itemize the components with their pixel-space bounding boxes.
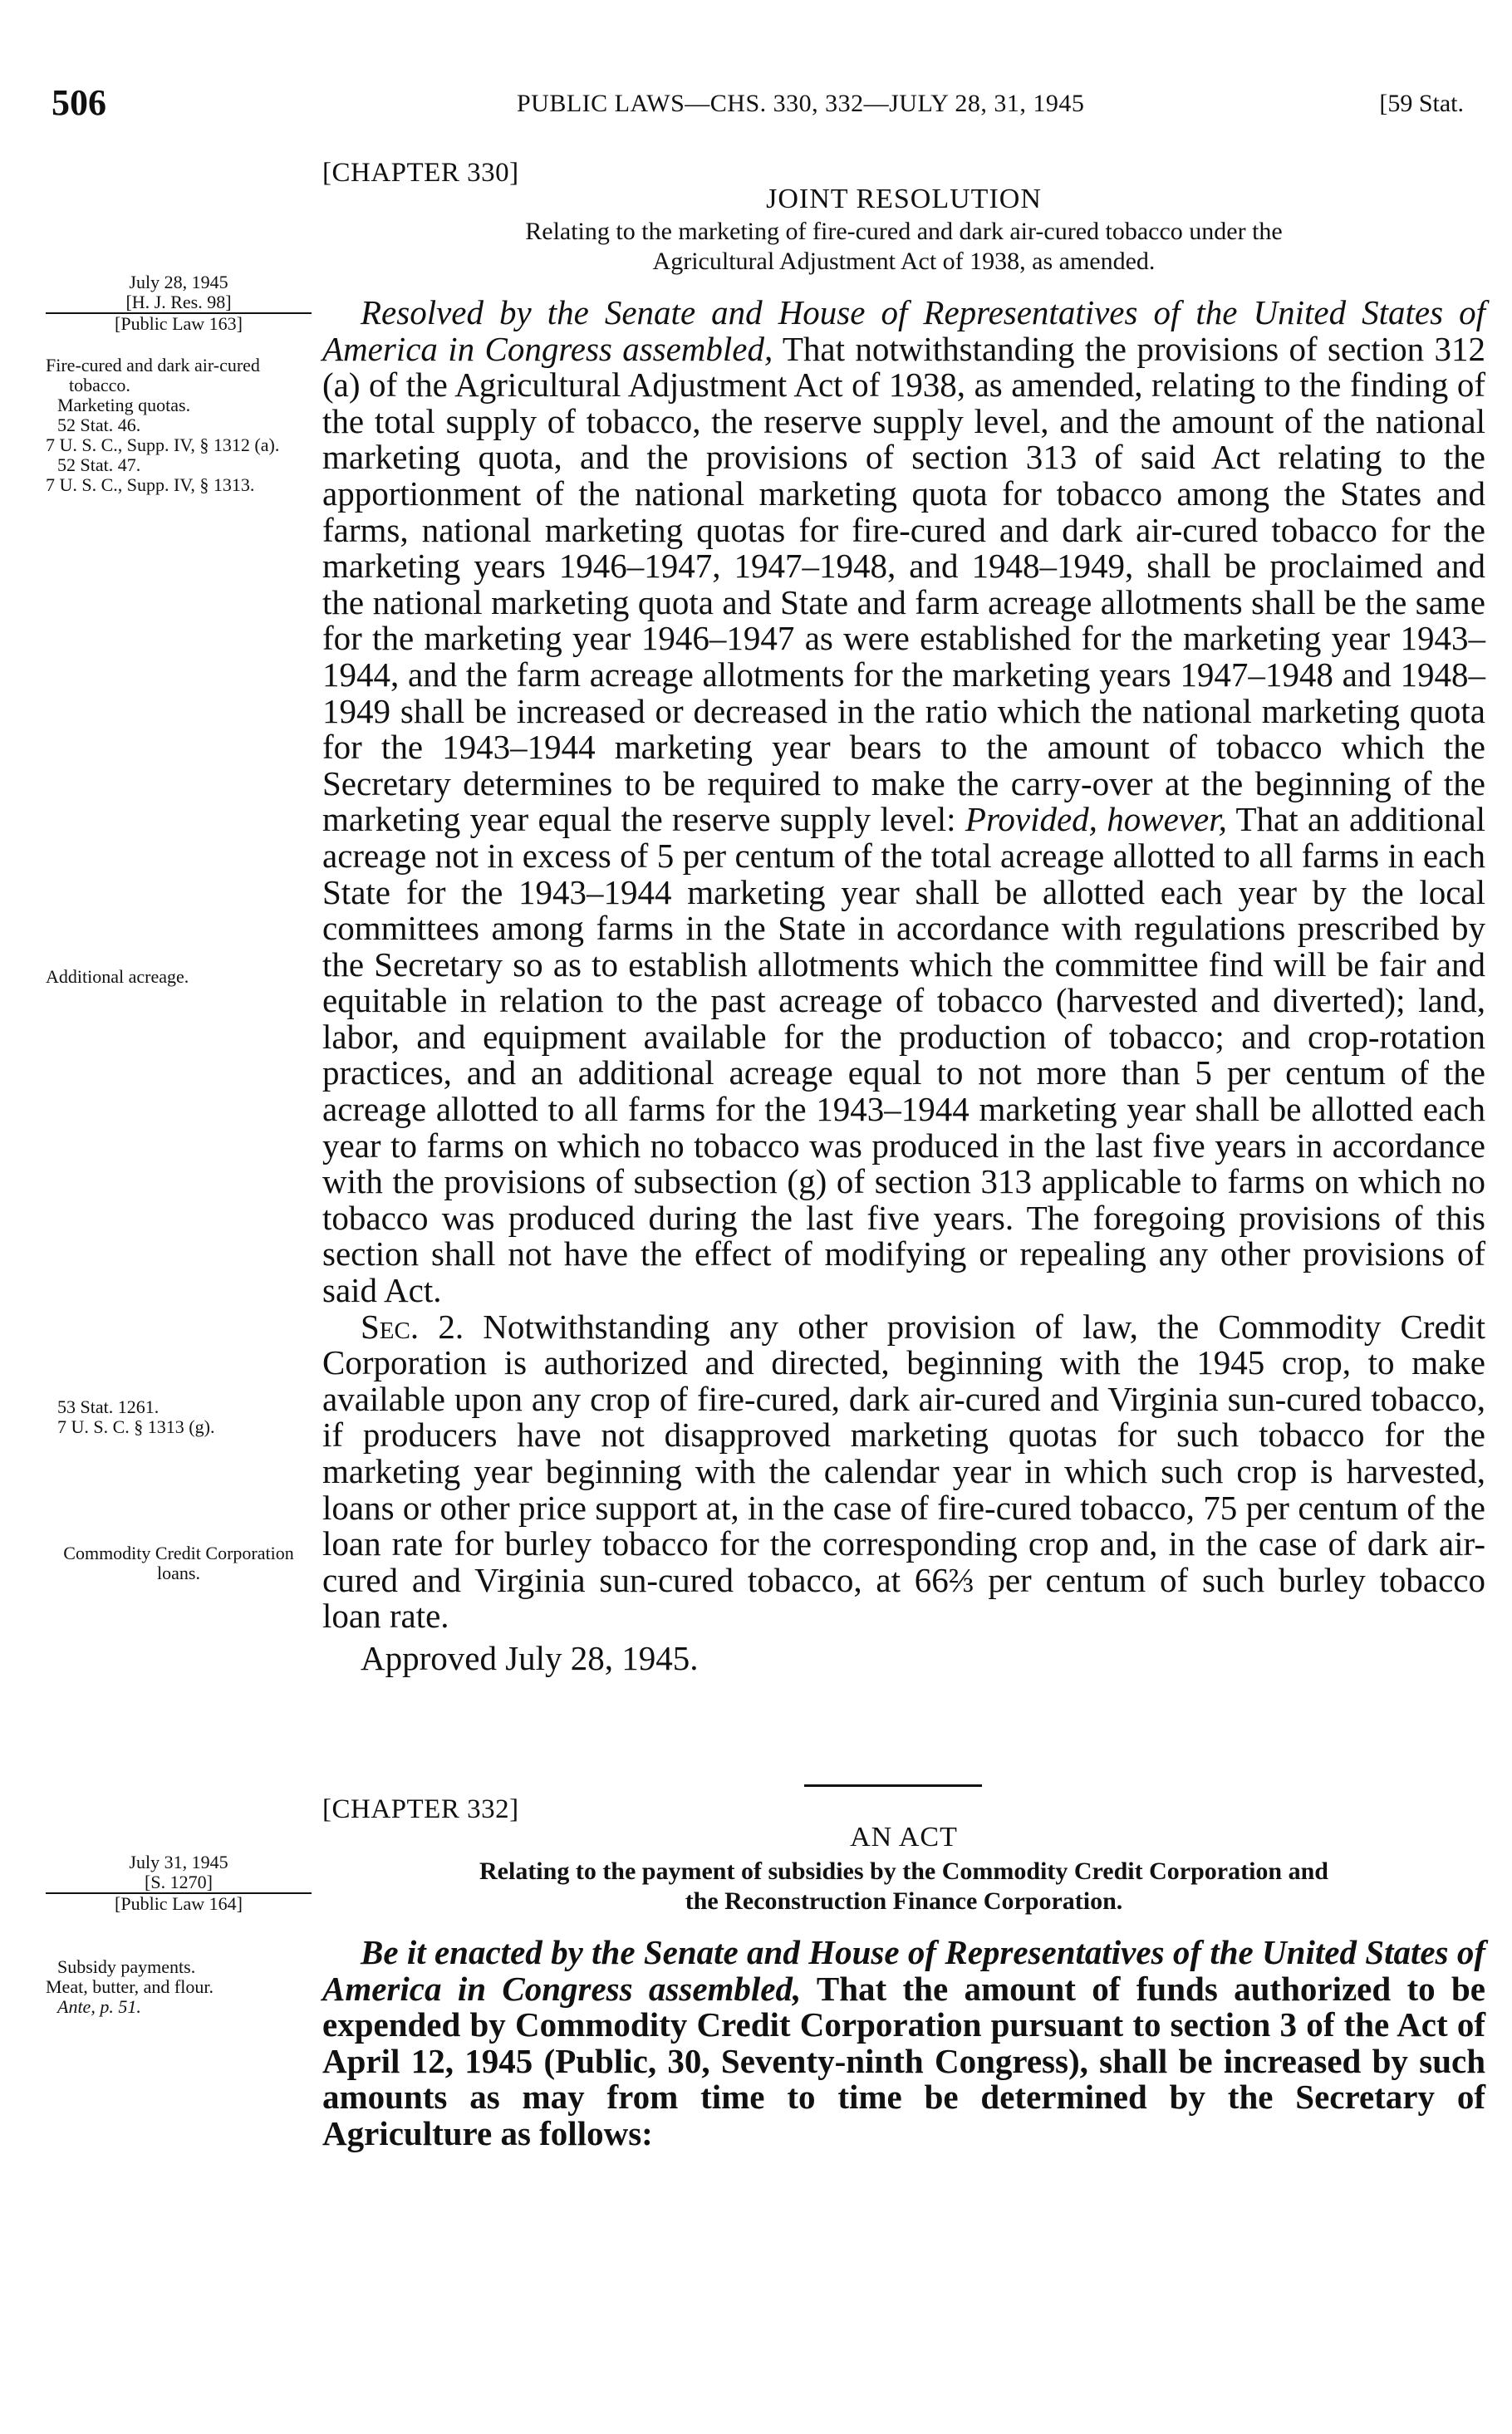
paragraph-text: Notwithstanding any other provision of law, the Commodity Credit Corporation is authorized and directed, beginning with the 1945 crop, to make available upon any crop of fire-cured, dark air-cured and Virginia sun-cured tobacco, if producers have not disapproved marketing quotas for such tobacco for the marketing year beginning with the calendar year in which such crop is harvested, loans or other price support at, in the case of fire-cured tobacco, 75 per centum of the loan rate for burley tobacco for the corresponding crop and, in the case of dark air-cured and Virginia sun-cured tobacco, at 66⅔ per centum of such burley tobacco loan rate. bbox=[322, 1307, 1486, 1636]
margin-bill: [H. J. Res. 98] bbox=[46, 292, 312, 314]
approval-date: Approved July 28, 1945. bbox=[361, 1638, 699, 1677]
subtitle-line: Agricultural Adjustment Act of 1938, as amended. bbox=[652, 248, 1156, 275]
margin-note-july28 bbox=[46, 272, 312, 334]
document-subtitle bbox=[322, 217, 1485, 277]
margin-note-additional-acreage: Additional acreage. bbox=[46, 966, 189, 987]
document-title: AN ACT bbox=[850, 1822, 958, 1852]
margin-date: July 31, 1945 bbox=[129, 1852, 228, 1872]
paragraph-text: That an additional acreage not in excess of 5 per centum of the total acreage allotted to all farms in each State for the 1943–1944 marketing year shall be allotted each year by the local committees among farms in the State in accordance with regulations prescribed by the Secretary so as to establish allotments which the committee find will be fair and equitable in relation to the past acreage of tobacco (harvested and diverted); land, labor, and equipment available for the production of tobacco; and crop-rotation practices, and an additional acreage equal to not more than 5 per centum of the acreage allotted to all farms for the 1943–1944 marketing year shall be allotted each year to farms on which no tobacco was produced in the last five years in accordance with the provisions of subsection (g) of section 313 applicable to farms on which no tobacco was produced during the last five years. The foregoing provisions of this section shall not have the effect of modifying or repealing any other provisions of said Act. bbox=[322, 800, 1486, 1310]
margin-citation: 52 Stat. 47. bbox=[57, 454, 141, 475]
margin-topic: Fire-cured and dark air-cured tobacco. bbox=[46, 355, 260, 395]
subtitle-line: Relating to the payment of subsidies by the Commodity Credit Corporation and bbox=[479, 1857, 1328, 1885]
paragraph-text: That notwithstanding the provisions of section 312 (a) of the Agricultural Adjustment Act of 1938, as amended, relating to the finding of the total supply of tobacco, the reserve supply level, and the amount of the national marketing quota, and the provisions of section 313 of said Act relating to the apportionment of the national marketing quota for tobacco among the States and farms, national marketing quotas for fire-cured and dark air-cured tobacco for the marketing years 1946–1947, 1947–1948, and 1948–1949, shall be proclaimed and the national marketing quota and State and farm acreage allotments shall be the same for the marketing year 1946–1947 as were established for the marketing year 1943–1944, and the farm acreage allotments for the marketing years 1947–1948 and 1948–1949 shall be increased or decreased in the ratio which the national marketing quota for the 1943–1944 marketing year bears to the amount of tobacco which the Secretary determines to be required to make the carry-over at the beginning of the marketing year equal the reserve supply level: bbox=[322, 329, 1485, 839]
enacting-clause: Be it enacted by the Senate and House of Representatives of the United States of America in Congress assembled, bbox=[322, 1933, 1485, 2008]
statute-reference: [59 Stat. bbox=[1379, 90, 1464, 117]
margin-note-tobacco bbox=[46, 356, 312, 495]
margin-subtopic: Meat, butter, and flour. bbox=[46, 1976, 214, 1997]
enacting-clause: Resolved by the Senate and House of Representatives of the United States of America in Congress assembled, bbox=[322, 293, 1485, 368]
chapter-divider bbox=[804, 1784, 982, 1787]
resolution-paragraph bbox=[322, 295, 1485, 1309]
margin-public-law: [Public Law 163] bbox=[115, 313, 243, 334]
document-title: JOINT RESOLUTION bbox=[766, 184, 1042, 214]
margin-date: July 28, 1945 bbox=[129, 272, 228, 292]
margin-bill: [S. 1270] bbox=[46, 1872, 312, 1894]
chapter-heading: [CHAPTER 330] bbox=[322, 158, 519, 188]
margin-topic: Subsidy payments. bbox=[57, 1956, 196, 1977]
margin-citation: Ante, p. 51. bbox=[57, 1996, 141, 2017]
subtitle-line: the Reconstruction Finance Corporation. bbox=[685, 1887, 1123, 1915]
margin-note-citation bbox=[46, 1397, 312, 1437]
page-number: 506 bbox=[52, 82, 106, 123]
margin-subtopic: Marketing quotas. bbox=[57, 395, 191, 415]
margin-citation: 53 Stat. 1261. bbox=[57, 1396, 160, 1417]
subtitle-line: Relating to the marketing of fire-cured and dark air-cured tobacco under the bbox=[525, 218, 1283, 245]
paragraph-text: That the amount of funds authorized to be expended by Commodity Credit Corporation pursuant to section 3 of the Act of April 12, 1945 (Public, 30, Seventy-ninth Congress), shall be increased by such amounts as may from time to time be determined by the Secretary of Agriculture as follows: bbox=[322, 1969, 1485, 2152]
margin-citation: 7 U. S. C. § 1313 (g). bbox=[57, 1416, 215, 1437]
margin-note-july31 bbox=[46, 1852, 312, 1914]
margin-note-ccc-loans: Commodity Credit Corporation loans. bbox=[63, 1543, 294, 1583]
chapter-332 bbox=[322, 1794, 1485, 2152]
margin-public-law: [Public Law 164] bbox=[115, 1893, 243, 1914]
section-2-paragraph bbox=[322, 1309, 1485, 1635]
section-label: Sec. 2. bbox=[361, 1307, 464, 1346]
running-header bbox=[52, 81, 1464, 123]
margin-citation: 52 Stat. 46. bbox=[57, 415, 141, 435]
proviso: Provided, however, bbox=[965, 800, 1227, 839]
running-title: PUBLIC LAWS—CHS. 330, 332—JULY 28, 31, 1945 bbox=[517, 90, 1085, 117]
chapter-330 bbox=[322, 158, 1485, 1678]
chapter-heading: [CHAPTER 332] bbox=[322, 1794, 519, 1824]
document-subtitle bbox=[322, 1857, 1485, 1916]
margin-note-subsidy bbox=[46, 1957, 312, 2017]
margin-citation: 7 U. S. C., Supp. IV, § 1313. bbox=[46, 474, 255, 495]
act-paragraph bbox=[322, 1935, 1485, 2152]
margin-citation: 7 U. S. C., Supp. IV, § 1312 (a). bbox=[46, 434, 280, 455]
